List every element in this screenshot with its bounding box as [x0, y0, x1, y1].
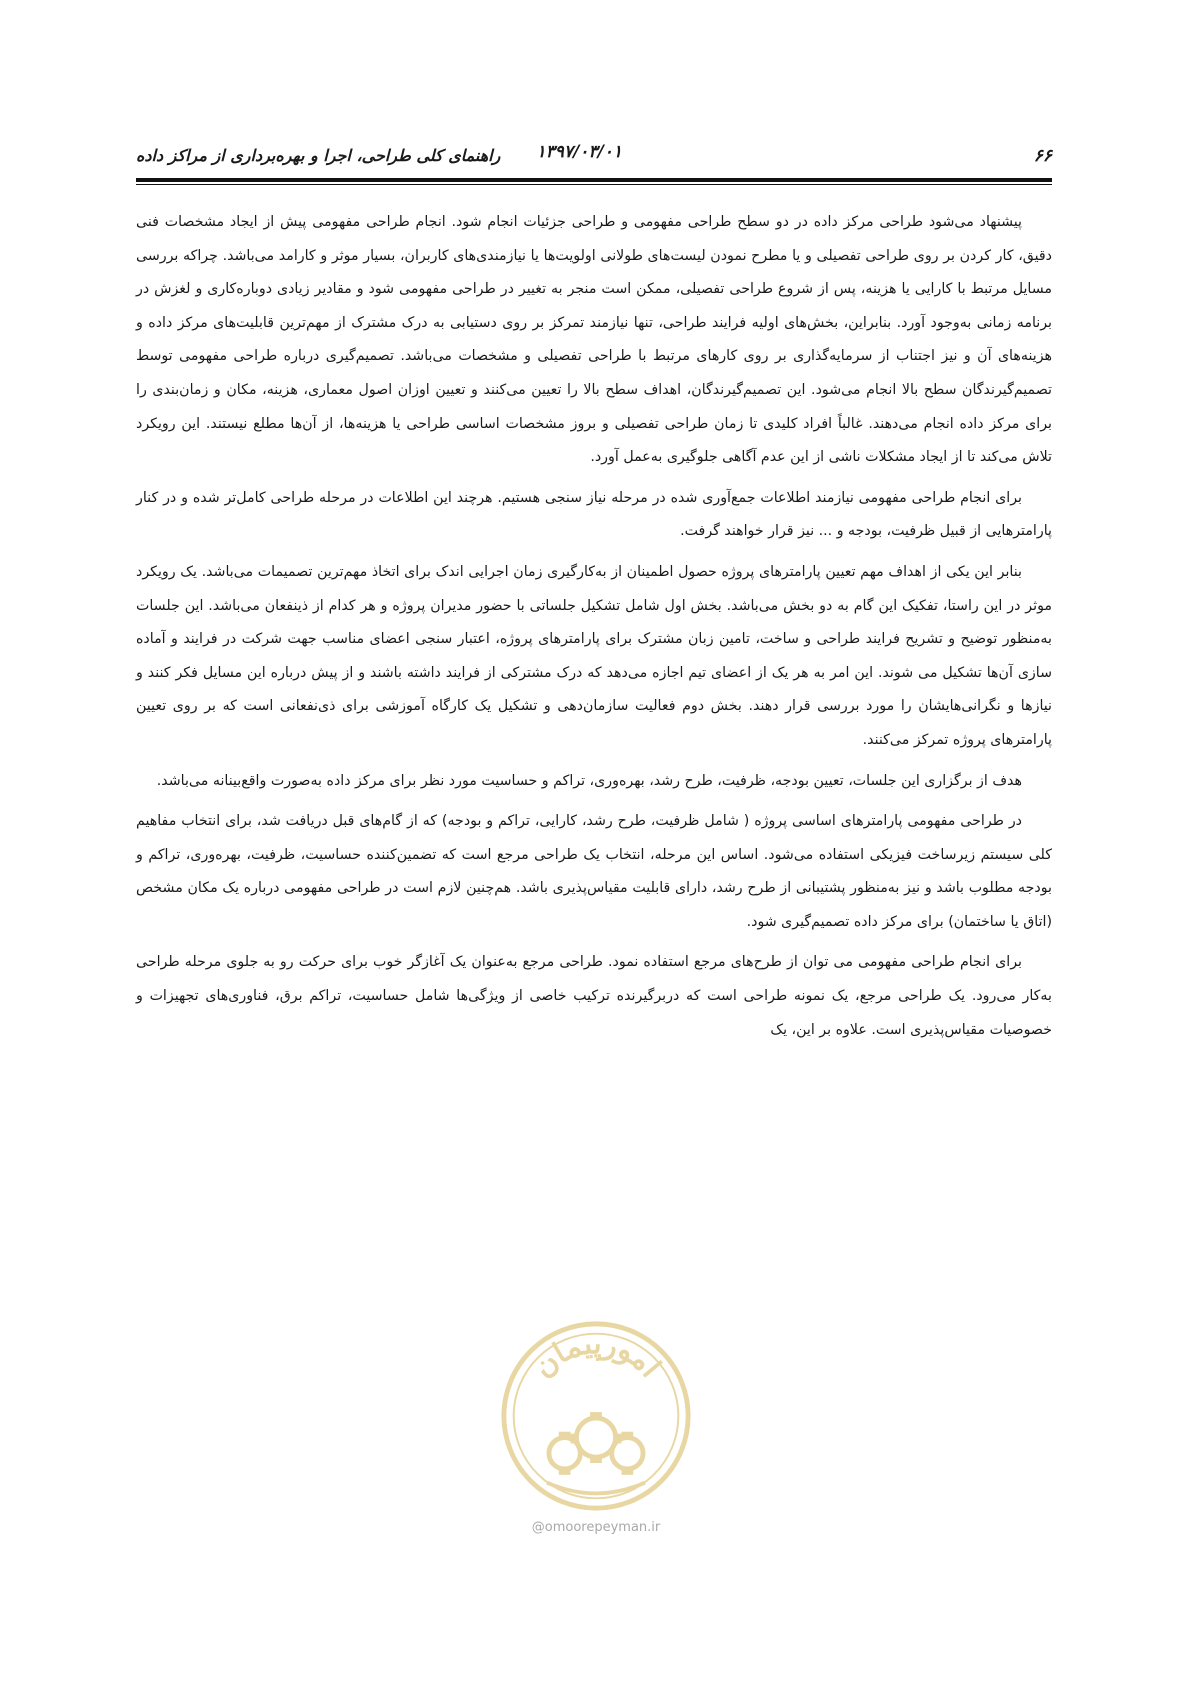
- header-title: راهنمای کلی طراحی، اجرا و بهره‌برداری از مراکز داده: [136, 146, 501, 165]
- watermark-logo-text: امورپیمان: [525, 1325, 669, 1384]
- header-rule-thick: [136, 178, 1052, 182]
- svg-text:امورپیمان: [525, 1325, 668, 1383]
- paragraph-3: بنابر این یکی از اهداف مهم تعیین پارامترهای پروژه حصول اطمینان از به‌کارگیری زمان اجرایی اندک برای اتخاذ مهم‌ترین تصمیمات می‌باشد. یک رویکرد موثر در این راستا، تفکیک این گام به دو بخش می‌باشد. بخش اول شامل تشکیل جلساتی با حضور مدیران پروژه و هر کدام از ذینفعان می‌باشد. این جلسات به‌منظور توضیح و تشریح فرایند طراحی و ساخت، تامین زبان مشترک برای پارامترهای پروژه، اعتبار سنجی اعضای مناسب جهت شرکت در فرایند و آماده سازی آن‌ها تشکیل می شوند. این امر به هر یک از اعضای تیم اجازه می‌دهد که درک مشترکی از فرایند داشته باشند و از پیش درباره این مسایل فکر کنند و نیازها و نگرانی‌هایشان را مورد بررسی قرار دهند. بخش دوم فعالیت سازمان‌دهی و تشکیل یک کارگاه آموزشی برای ذی‌نفعانی است که بر روی تعیین پارامترهای پروژه تمرکز می‌کنند.: [136, 563, 1052, 748]
- page-header: [136, 138, 1052, 176]
- page-number: ۶۶: [1033, 146, 1052, 166]
- header-date: ۱۳۹۷/۰۳/۰۱: [536, 142, 622, 162]
- paragraph-5: در طراحی مفهومی پارامترهای اساسی پروژه ( شامل ظرفیت، طرح رشد، کارایی، تراکم و بودجه) که از گام‌های قبل دریافت شد، برای انتخاب مفاهیم کلی سیستم زیرساخت فیزیکی استفاده می‌شود. اساس این مرحله، انتخاب یک طراحی مرجع است که تضمین‌کننده حساسیت، ظرفیت، بهره‌وری، تراکم و بودجه مطلوب باشد و نیز به‌منظور پشتیبانی از طرح رشد، دارای قابلیت مقیاس‌پذیری باشد. هم‌چنین لازم است در طراحی مفهومی درباره یک مکان مشخص (اتاق یا ساختمان) برای مرکز داده تصمیم‌گیری شود.: [136, 813, 1052, 930]
- document-body: [136, 206, 1052, 1054]
- paragraph-2: برای انجام طراحی مفهومی نیازمند اطلاعات جمع‌آوری شده در مرحله نیاز سنجی هستیم. هرچند این اطلاعات در مرحله طراحی کامل‌تر شده و در کنار پارامترهایی از قبیل ظرفیت، بودجه و ... نیز قرار خواهند گرفت.: [136, 489, 1052, 540]
- paragraph-1: پیشنهاد می‌شود طراحی مرکز داده در دو سطح طراحی مفهومی و طراحی جزئیات انجام شود. انجام طراحی مفهومی پیش از ایجاد مشخصات فنی دقیق، کار کردن بر روی طراحی تفصیلی و یا مطرح نمودن لیست‌های طولانی اولویت‌ها یا نیازمندی‌های کاربران، بسیار موثر و کارامد می‌باشد. چراکه بررسی مسایل مرتبط با کارایی یا هزینه، پس از شروع طراحی تفصیلی، ممکن است منجر به تغییر در طراحی مفهومی شود و مقادیر زیادی دوباره‌کاری و لغزش در برنامه زمانی به‌وجود آورد. بنابراین، بخش‌های اولیه فرایند طراحی، تنها نیازمند تمرکز بر روی دستیابی به درک مشترک از مهم‌ترین قابلیت‌های مرکز داده و هزینه‌های آن و نیز اجتناب از سرمایه‌گذاری بر روی کارهای مرتبط با طراحی تفصیلی و مشخصات می‌باشد. تصمیم‌گیری درباره طراحی مفهومی توسط تصمیم‌گیرندگان سطح بالا انجام می‌شود. این تصمیم‌گیرندگان، اهداف سطح بالا را تعیین می‌کنند و تعیین اوزان اصول معماری، هزینه، مکان و زمان‌بندی را برای مرکز داده انجام می‌دهند. غالباً افراد کلیدی تا زمان طراحی تفصیلی و بروز مشخصات اساسی طراحی یا هزینه‌ها، از آن‌ها مطلع نیستند. این رویکرد تلاش می‌کند تا از ایجاد مشکلات ناشی از این عدم آگاهی جلوگیری به‌عمل آورد.: [136, 214, 1052, 466]
- watermark-logo-icon: [498, 1318, 694, 1514]
- paragraph-6: برای انجام طراحی مفهومی می توان از طرح‌های مرجع استفاده نمود. طراحی مرجع به‌عنوان یک آغازگر خوب برای حرکت رو به جلوی مرحله طراحی به‌کار می‌رود. یک طراحی مرجع، یک نمونه طراحی است که دربرگیرنده ترکیب خاصی از ویژگی‌ها شامل حساسیت، تراکم برق، فناوری‌های تجهیزات و خصوصیات مقیاس‌پذیری است. علاوه بر این، یک: [136, 954, 1052, 1038]
- header-rule-thin: [136, 184, 1052, 185]
- paragraph-4: هدف از برگزاری این جلسات، تعیین بودجه، ظرفیت، طرح رشد، بهره‌وری، تراکم و حساسیت مورد نظر برای مرکز داده به‌صورت واقع‌بینانه می‌باشد.: [156, 772, 1022, 789]
- watermark-url: @omoorepeyman.ir: [531, 1520, 661, 1535]
